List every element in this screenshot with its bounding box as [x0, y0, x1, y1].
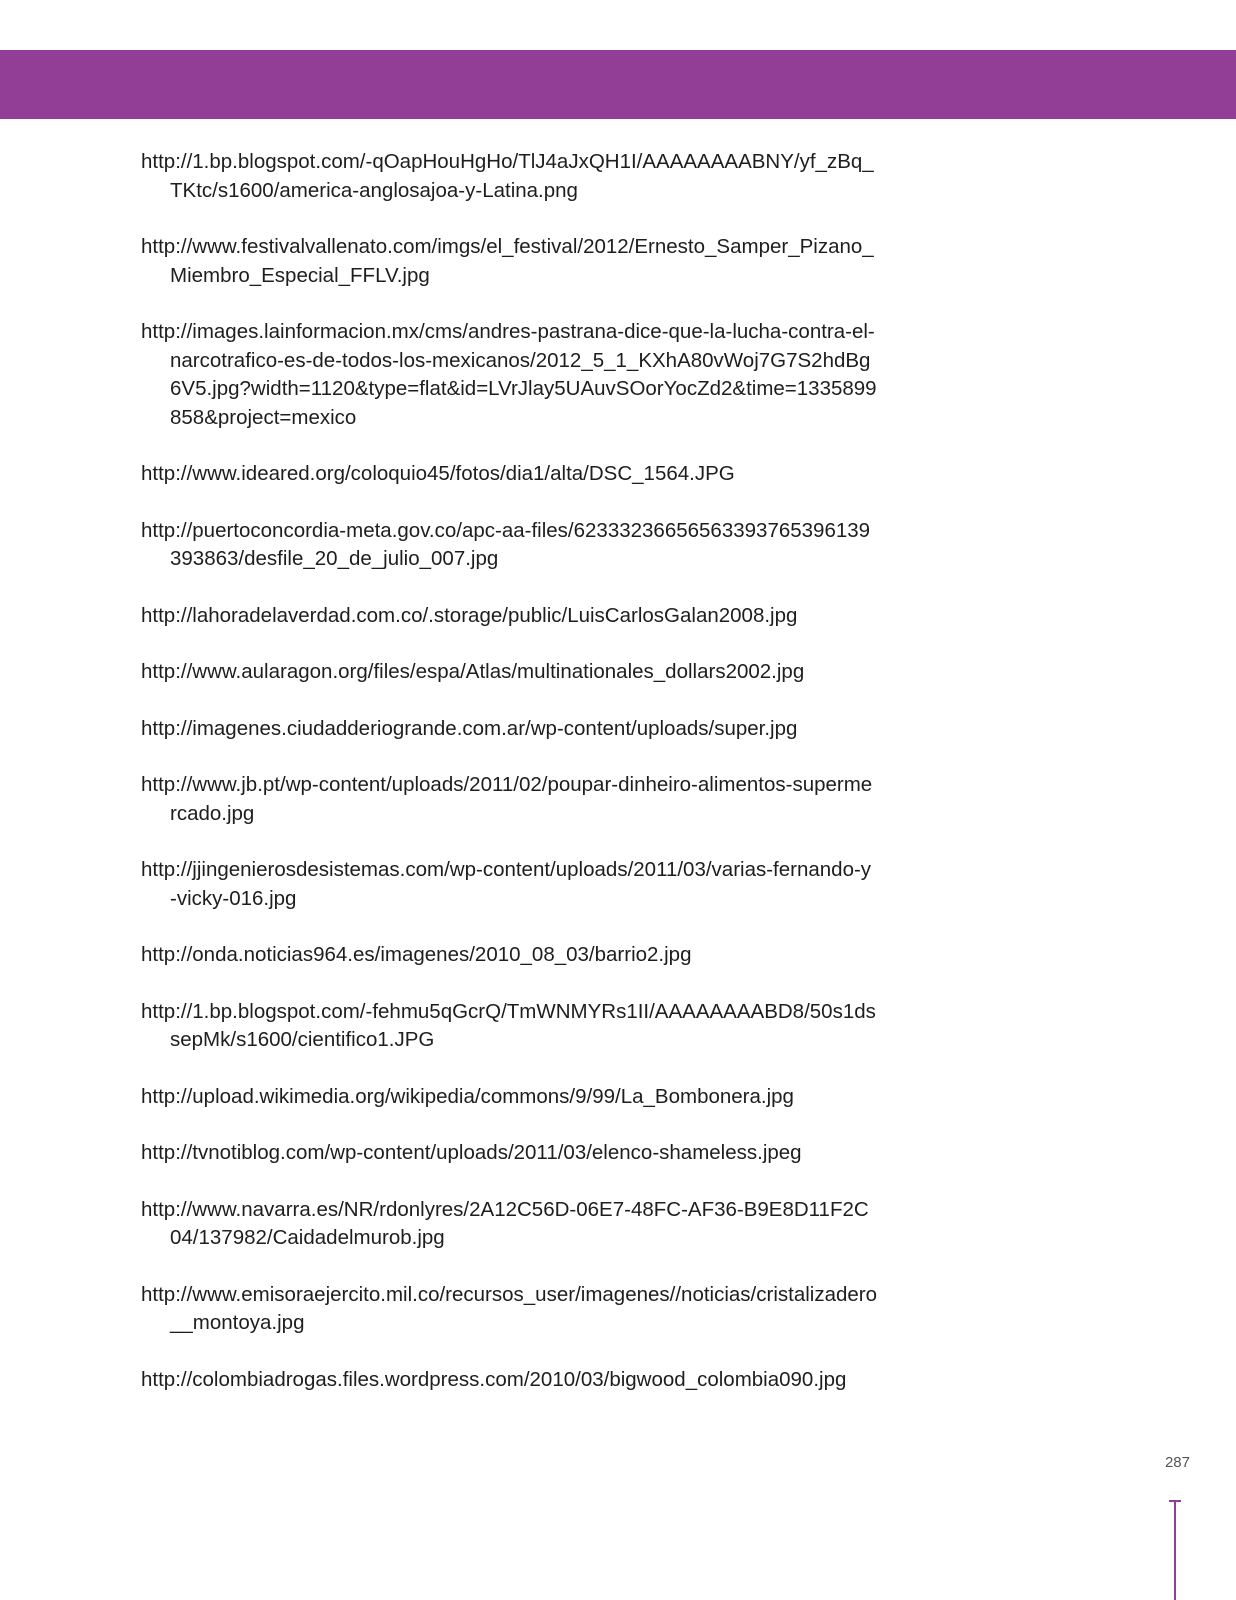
reference-item: http://www.jb.pt/wp-content/uploads/2011/02/poupar-dinheiro-alimentos-supermercado.jpg	[141, 773, 873, 825]
header-band	[0, 50, 1236, 119]
reference-item: http://imagenes.ciudadderiogrande.com.ar/wp-content/uploads/super.jpg	[141, 716, 798, 740]
reference-item: http://images.lainformacion.mx/cms/andres-pastrana-dice-que-la-lucha-contra-el-narcotrafico-es-de-todos-los-mexicanos/2012_5_1_KXhA80vWoj7G7S2hdBg6V5.jpg?width=1120&type=flat&id=LVrJlay5UAuvSOorYocZd2&time=1335899858&project=mexico	[141, 320, 877, 429]
page-rule	[1174, 1500, 1176, 1600]
reference-item: http://lahoradelaverdad.com.co/.storage/public/LuisCarlosGalan2008.jpg	[141, 603, 798, 627]
page-number: 287	[1164, 1454, 1190, 1471]
reference-list	[141, 148, 877, 1422]
reference-item: http://jjingenierosdesistemas.com/wp-content/uploads/2011/03/varias-fernando-y-vicky-016.jpg	[141, 858, 872, 910]
reference-item: http://onda.noticias964.es/imagenes/2010_08_03/barrio2.jpg	[141, 943, 692, 966]
reference-item: http://www.aularagon.org/files/espa/Atlas/multinationales_dollars2002.jpg	[141, 660, 805, 683]
reference-item: http://1.bp.blogspot.com/-fehmu5qGcrQ/TmWNMYRs1II/AAAAAAAABD8/50s1dssepMk/s1600/cientifico1.JPG	[141, 999, 876, 1051]
reference-item: http://colombiadrogas.files.wordpress.com/2010/03/bigwood_colombia090.jpg	[141, 1367, 847, 1391]
reference-item: http://puertoconcordia-meta.gov.co/apc-aa-files/62333236656563393765396139393863/desfile_20_de_julio_007.jpg	[141, 518, 871, 570]
reference-item: http://www.navarra.es/NR/rdonlyres/2A12C56D-06E7-48FC-AF36-B9E8D11F2C04/137982/Caidadelmurob.jpg	[141, 1197, 869, 1249]
reference-item: http://www.festivalvallenato.com/imgs/el_festival/2012/Ernesto_Samper_Pizano_Miembro_Especial_FFLV.jpg	[141, 235, 874, 287]
reference-item: http://www.emisoraejercito.mil.co/recursos_user/imagenes//noticias/cristalizadero__montoya.jpg	[141, 1282, 878, 1334]
reference-item: http://1.bp.blogspot.com/-qOapHouHgHo/TlJ4aJxQH1I/AAAAAAAABNY/yf_zBq_TKtc/s1600/america-anglosajoa-y-Latina.png	[141, 150, 874, 202]
reference-item: http://upload.wikimedia.org/wikipedia/commons/9/99/La_Bombonera.jpg	[141, 1084, 794, 1108]
reference-item: http://tvnotiblog.com/wp-content/uploads/2011/03/elenco-shameless.jpeg	[141, 1141, 802, 1164]
reference-item: http://www.ideared.org/coloquio45/fotos/dia1/alta/DSC_1564.JPG	[141, 462, 735, 485]
